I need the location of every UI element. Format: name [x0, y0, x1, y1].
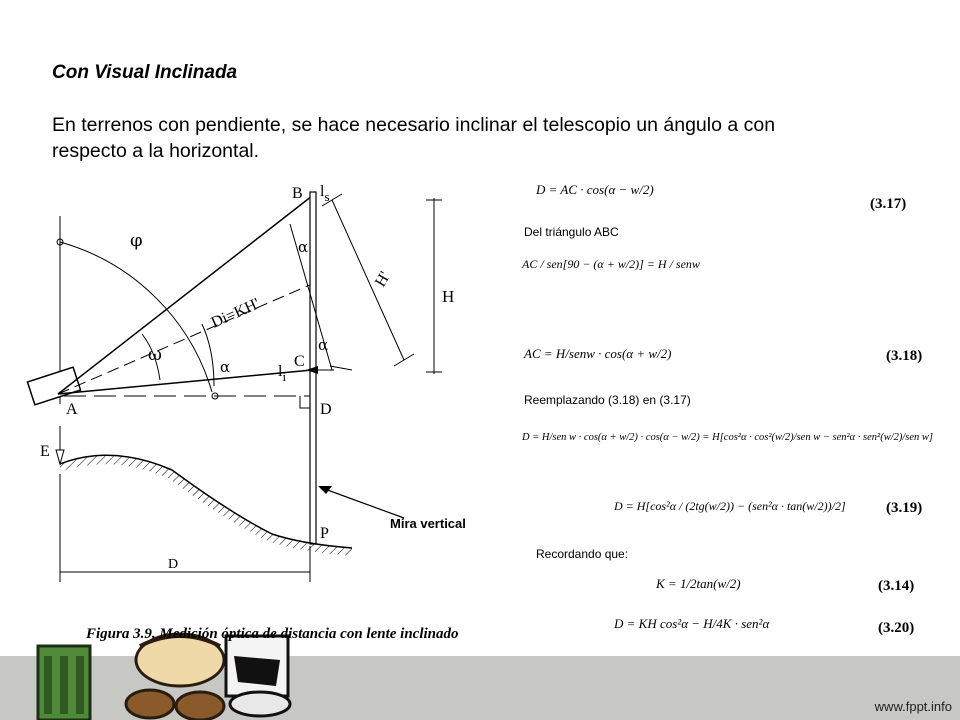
right-angle-mark	[300, 396, 310, 408]
mira-arrow	[322, 488, 404, 518]
surveying-figure	[22, 174, 516, 644]
alpha-arc-mid	[202, 324, 214, 386]
perpendicular-connector	[330, 366, 352, 370]
telescope-instrument	[27, 367, 80, 405]
note-triangle: Del triángulo ABC	[524, 225, 619, 239]
label-d-distance: D	[168, 557, 179, 572]
slide-body-text	[52, 112, 892, 164]
label-ls: $l_s$	[320, 183, 330, 204]
label-b: B	[292, 185, 303, 202]
e-marker-arrow	[56, 450, 64, 464]
mira-arrow-head	[318, 486, 332, 494]
label-phi: φ	[130, 230, 143, 251]
body-line-2: respecto a la horizontal.	[52, 140, 260, 162]
eq-number-3-19: (3.19)	[886, 500, 923, 516]
sight-line-upper	[58, 196, 312, 394]
eq-3-14: K = 1/2tan(w/2)	[656, 576, 741, 591]
sight-line-lower	[58, 370, 312, 394]
eq-3-18: AC = H/senw · cos(α + w/2)	[524, 346, 672, 361]
label-mira: Mira vertical	[390, 516, 466, 531]
h-prime-tick-bottom	[394, 354, 414, 366]
eq-3-20: D = KH cos²α − H/4K · sen²α	[614, 616, 770, 631]
eq-3-17: D = AC · cos(α − w/2)	[536, 182, 654, 197]
cartoon-character-right	[226, 636, 290, 716]
eq-3-19: D = H[cos²α / (2tg(w/2)) − (sen²α · tan(w/2))/2]	[614, 499, 846, 513]
eq-triangle: AC / sen[90 − (α + w/2)] = H / senw	[522, 257, 700, 271]
label-alpha-top: α	[298, 238, 309, 256]
note-replace: Reemplazando (3.18) en (3.17)	[524, 393, 691, 407]
h-prime-dimension	[332, 200, 404, 360]
cartoon-character-middle	[126, 634, 224, 720]
phi-arc	[60, 242, 212, 392]
eq-number-3-20: (3.20)	[878, 620, 915, 636]
eq-number-3-18: (3.18)	[886, 348, 923, 364]
eq-number-3-17: (3.17)	[870, 196, 907, 212]
sight-line-center	[58, 284, 312, 394]
figure-caption: Figura 3.9. Medición óptica de distancia con lente inclinado	[86, 626, 459, 642]
label-c: C	[294, 353, 305, 370]
label-h-prime: H'	[371, 268, 394, 290]
label-e: E	[40, 443, 50, 460]
eq-number-3-14: (3.14)	[878, 578, 915, 594]
ground-hatch	[60, 455, 352, 556]
slide-heading: Con Visual Inclinada	[52, 62, 238, 83]
label-h: H	[442, 287, 455, 306]
eq-long: D = H/sen w · cos(α + w/2) · cos(α − w/2) = H[cos²α · cos²(w/2)/sen w − sen²α · sen²(w/2)/sen w]	[522, 432, 933, 443]
label-a: A	[66, 401, 78, 418]
note-remember: Recordando que:	[536, 547, 629, 561]
label-alpha-low: α	[318, 336, 329, 354]
cartoon-character-left	[38, 646, 90, 720]
label-alpha-mid: α	[220, 358, 231, 376]
label-p: P	[320, 525, 329, 542]
label-d-point: D	[320, 401, 332, 418]
footer-url: www.fppt.info	[874, 699, 952, 714]
equations-panel	[514, 170, 954, 650]
label-di: Di=KH'	[208, 295, 263, 332]
label-li: $l_i$	[278, 363, 287, 384]
label-omega: ω	[148, 345, 162, 365]
body-line-1: En terrenos con pendiente, se hace necesario inclinar el telescopio un ángulo a con	[52, 114, 776, 136]
